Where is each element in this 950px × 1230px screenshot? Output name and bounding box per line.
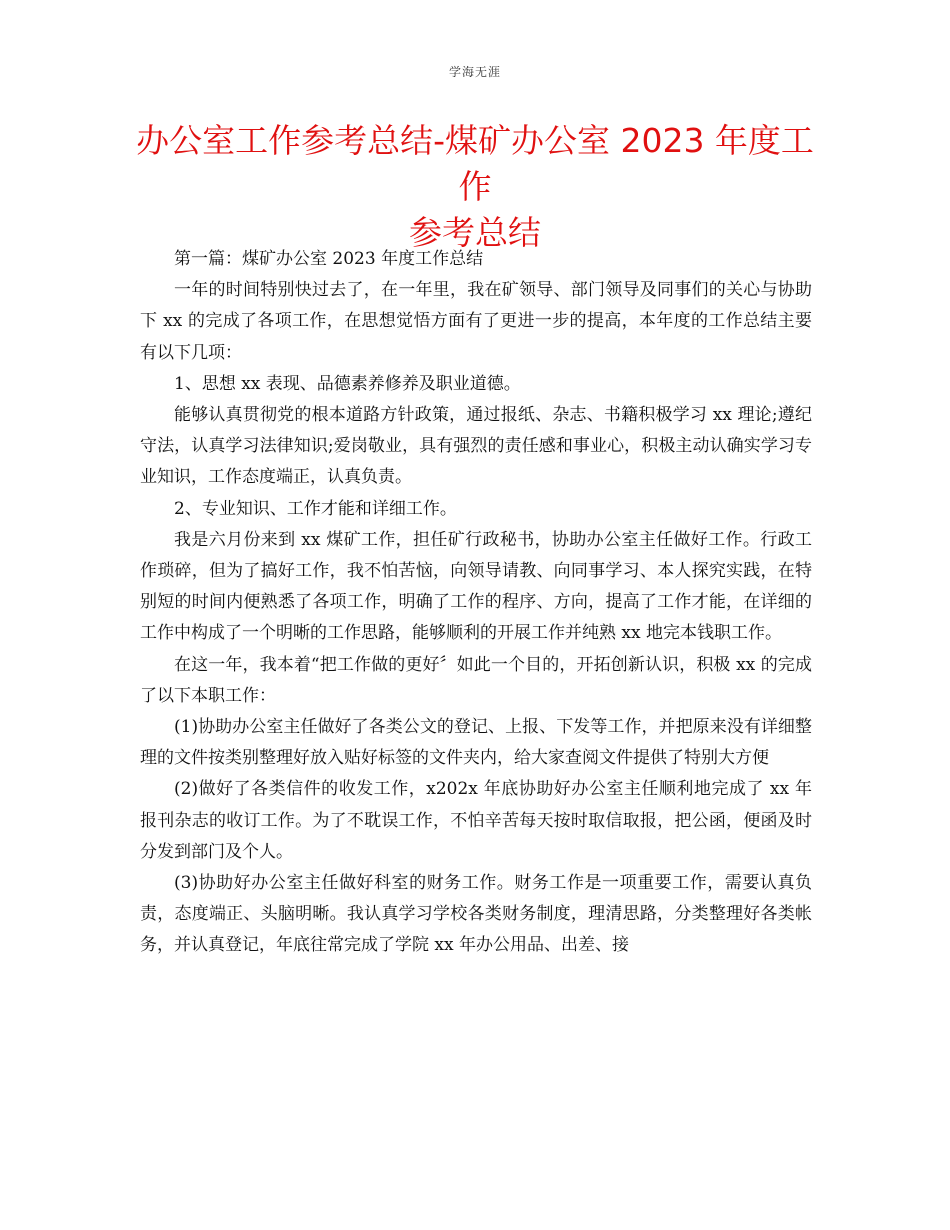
section-heading: 第一篇：煤矿办公室 2023 年度工作总结 bbox=[174, 249, 484, 269]
numbered-heading: 2、专业知识、工作才能和详细工作。 bbox=[174, 498, 457, 519]
paragraph: 一年的时间特别快过去了，在一年里，我在矿领导、部门领导及同事们的关心与协助下 xx 的完成了各项工作，在思想觉悟方面有了更进一步的提高，本年度的工作总结主要有以下几项： bbox=[140, 280, 812, 363]
document-title bbox=[120, 118, 830, 256]
title-line-2: 参考总结 bbox=[409, 213, 541, 252]
paragraph: 我是六月份来到 xx 煤矿工作，担任矿行政秘书，协助办公室主任做好工作。行政工作琐碎，但为了搞好工作，我不怕苦恼，向领导请教、向同事学习、本人探究实践，在特别短的时间内便熟悉了各项工作，明确了工作的程序、方向，提高了工作才能，在详细的工作中构成了一个明晰的工作思路，能够顺利的开展工作并纯熟 xx 地完本钱职工作。 bbox=[140, 529, 812, 644]
list-item: (2)做好了各类信件的收发工作，x202x 年底协助好办公室主任顺利地完成了 xx 年报刊杂志的收订工作。为了不耽误工作，不怕辛苦每天按时取信取报，把公函，便函及时分发到部门及个人。 bbox=[140, 779, 812, 862]
page-header: 学海无涯 bbox=[448, 65, 501, 79]
paragraph: 能够认真贯彻党的根本道路方针政策，通过报纸、杂志、书籍积极学习 xx 理论;遵纪守法，认真学习法律知识;爱岗敬业，具有强烈的责任感和事业心，积极主动认确实学习专业知识，工作态度端正，认真负责。 bbox=[140, 405, 812, 488]
paragraph: 在这一年，我本着“把工作做的更好〞如此一个目的，开拓创新认识，积极 xx 的完成了以下本职工作： bbox=[140, 654, 812, 706]
document-body bbox=[140, 244, 812, 962]
title-line-1: 办公室工作参考总结-煤矿办公室 2023 年度工作 bbox=[136, 121, 814, 206]
numbered-heading: 1、思想 xx 表现、品德素养修养及职业道德。 bbox=[174, 373, 521, 394]
list-item: (1)协助办公室主任做好了各类公文的登记、上报、下发等工作，并把原来没有详细整理的文件按类别整理好放入贴好标签的文件夹内，给大家查阅文件提供了特别大方便 bbox=[140, 717, 812, 769]
list-item: (3)协助好办公室主任做好科室的财务工作。财务工作是一项重要工作，需要认真负责，态度端正、头脑明晰。我认真学习学校各类财务制度，理清思路，分类整理好各类帐务，并认真登记，年底往常完成了学院 xx 年办公用品、出差、接 bbox=[140, 873, 812, 956]
